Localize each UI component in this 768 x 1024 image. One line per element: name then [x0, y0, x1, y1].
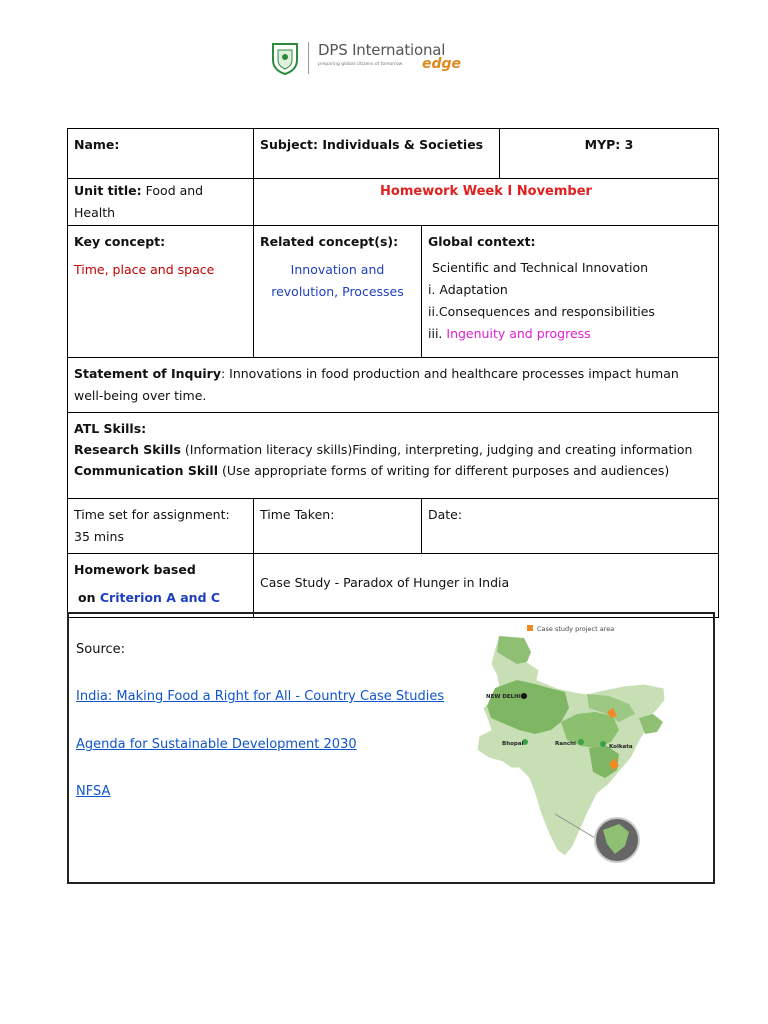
kolkata-marker	[600, 741, 606, 747]
source-link-nfsa[interactable]: NFSA	[76, 784, 111, 799]
homework-based-cell	[68, 554, 254, 618]
research-skills-line	[74, 439, 712, 460]
subject-cell	[254, 129, 500, 179]
global-context-line-4	[428, 323, 712, 345]
ranchi-marker	[578, 739, 584, 745]
related-concept-cell	[254, 226, 422, 358]
brand-edge: edge	[422, 56, 462, 72]
global-context-line-2: i. Adaptation	[428, 282, 508, 297]
soi-label: Statement of Inquiry	[74, 366, 221, 381]
date-label: Date:	[428, 507, 463, 522]
name-cell	[68, 129, 254, 179]
statement-of-inquiry-cell	[68, 358, 719, 413]
communication-skill-value: (Use appropriate forms of writing for different purposes and audiences)	[218, 463, 670, 478]
communication-skill-line	[74, 460, 712, 481]
time-set-cell	[68, 499, 254, 554]
unit-title-label: Unit title:	[74, 183, 142, 198]
legend-swatch	[527, 625, 533, 631]
global-context-line-3: ii.Consequences and responsibilities	[428, 304, 655, 319]
source-link-agenda-2030[interactable]: Agenda for Sustainable Development 2030	[76, 737, 357, 752]
global-context-line-4-value: Ingenuity and progress	[446, 326, 591, 341]
related-concept-value: Innovation and revolution, Processes	[271, 262, 404, 299]
global-context-cell	[422, 226, 719, 358]
homework-info-table	[67, 128, 719, 618]
city-label-ranchi: Ranchi	[555, 741, 576, 747]
unit-title-cell	[68, 179, 254, 226]
global-context-line-1: Scientific and Technical Innovation	[432, 260, 649, 275]
research-skills-value: (Information literacy skills)Finding, interpreting, judging and creating information	[180, 442, 693, 457]
key-concept-cell	[68, 226, 254, 358]
atl-label: ATL Skills:	[74, 421, 147, 436]
key-concept-value: Time, place and space	[74, 262, 215, 277]
subject-label: Subject: Individuals & Societies	[260, 137, 484, 152]
brand-name: DPS International	[318, 41, 446, 59]
homework-based-label: Homework based	[74, 562, 196, 577]
city-label-bhopal: Bhopal	[502, 741, 524, 747]
india-map	[469, 618, 709, 876]
on-label: on	[78, 590, 96, 605]
criterion-line	[74, 587, 247, 609]
myp-cell	[500, 129, 719, 179]
logo-divider	[308, 42, 309, 74]
date-cell	[422, 499, 719, 554]
unit-title-value: Food and Health	[74, 183, 204, 220]
source-label: Source:	[76, 642, 126, 657]
brand-tagline: preparing global citizens of tomorrow	[318, 62, 403, 67]
source-link-country-case-studies[interactable]: India: Making Food a Right for All - Country Case Studies	[76, 689, 445, 704]
time-taken-label: Time Taken:	[260, 507, 335, 522]
case-study-title: Case Study - Paradox of Hunger in India	[260, 575, 510, 590]
source-box	[67, 612, 715, 884]
atl-skills-cell	[68, 413, 719, 499]
map-legend-text: Case study project area	[537, 625, 615, 633]
myp-label: MYP: 3	[584, 137, 634, 152]
name-label: Name:	[74, 137, 120, 152]
crest-icon	[270, 40, 300, 76]
criterion-value: Criterion A and C	[99, 590, 221, 605]
key-concept-label: Key concept:	[74, 234, 166, 249]
time-taken-cell	[254, 499, 422, 554]
research-skills-label: Research Skills	[74, 442, 181, 457]
communication-skill-label: Communication Skill	[74, 463, 219, 478]
case-study-cell	[254, 554, 719, 618]
homework-title-cell	[254, 179, 719, 226]
new-delhi-marker	[521, 693, 527, 699]
city-label-kolkata: Kolkata	[609, 744, 633, 750]
global-context-line-4-prefix: iii.	[428, 326, 443, 341]
soi-value: : Innovations in food production and healthcare processes impact human well-being over time.	[74, 366, 679, 403]
homework-title: Homework Week I November	[380, 184, 592, 199]
city-label-new-delhi: NEW DELHI	[486, 694, 521, 700]
global-context-label: Global context:	[428, 234, 536, 249]
school-logo	[270, 40, 470, 80]
related-concept-label: Related concept(s):	[260, 234, 399, 249]
time-set-label: Time set for assignment: 35 mins	[74, 507, 230, 544]
